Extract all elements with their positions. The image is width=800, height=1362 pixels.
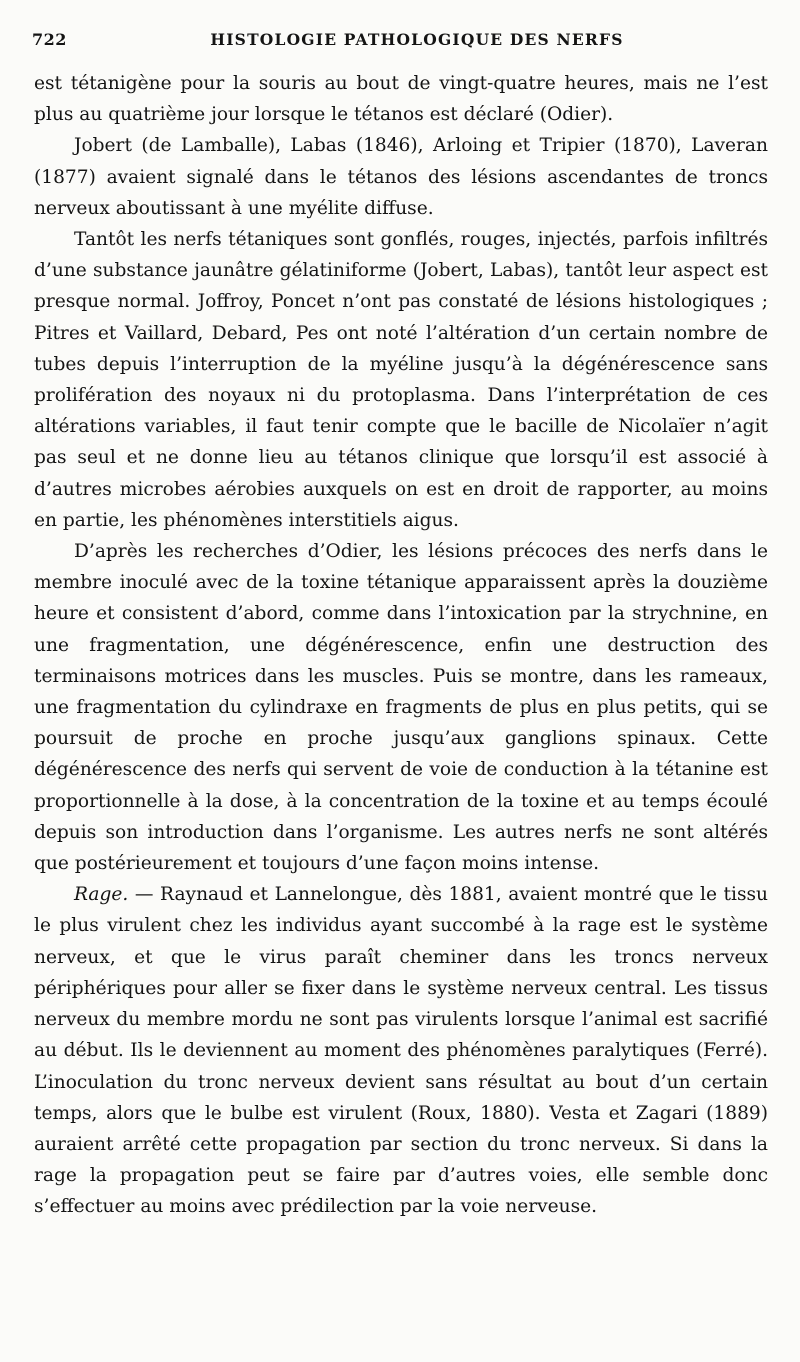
run-in-heading-rage: Rage.	[74, 884, 129, 906]
running-head	[32, 30, 772, 60]
body-text	[34, 68, 768, 1223]
paragraph-rage	[34, 879, 768, 1222]
running-title: HISTOLOGIE PATHOLOGIQUE DES NERFS	[210, 30, 624, 49]
paragraph-continuation: est tétanigène pour la souris au bout de vingt-quatre heures, mais ne l’est plus au quatrième jour lorsque le tétanos est déclaré (Odier).	[34, 73, 768, 126]
page-number: 722	[32, 30, 67, 49]
paragraph-tantot: Tantôt les nerfs tétaniques sont gonflés, rouges, injectés, parfois infiltrés d’une substance jaunâtre gélatiniforme (Jobert, Labas), tantôt leur aspect est presque normal. Joffroy, Poncet n’ont pas constaté de lésions histologiques ; Pitres et Vaillard, Debard, Pes ont noté l’altération d’un certain nombre de tubes depuis l’interruption de la myéline jusqu’à la dégénérescence sans prolifération des noyaux ni du protoplasma. Dans l’interprétation de ces altérations variables, il faut tenir compte que le bacille de Nicolaïer n’agit pas seul et ne donne lieu au tétanos clinique que lorsqu’il est associé à d’autres microbes aérobies auxquels on est en droit de rapporter, au moins en partie, les phénomènes interstitiels aigus.	[34, 229, 768, 531]
paragraph-odier: D’après les recherches d’Odier, les lésions précoces des nerfs dans le membre inoculé avec de la toxine tétanique apparaissent après la douzième heure et consistent d’abord, comme dans l’intoxication par la strychnine, en une fragmentation, une dégénérescence, enfin une destruction des terminaisons motrices dans les muscles. Puis se montre, dans les rameaux, une fragmentation du cylindraxe en fragments de plus en plus petits, qui se poursuit de proche en proche jusqu’aux ganglions spinaux. Cette dégénérescence des nerfs qui servent de voie de conduction à la tétanine est proportionnelle à la dose, à la concentration de la toxine et au temps écoulé depuis son introduction dans l’organisme. Les autres nerfs ne sont altérés que postérieurement et toujours d’une façon moins intense.	[34, 541, 768, 875]
paragraph-jobert: Jobert (de Lamballe), Labas (1846), Arloing et Tripier (1870), Laveran (1877) avaient signalé dans le tétanos des lésions ascendantes de troncs nerveux aboutissant à une myélite diffuse.	[34, 135, 768, 219]
paragraph-rage-text: — Raynaud et Lannelongue, dès 1881, avaient montré que le tissu le plus virulent chez les individus ayant succombé à la rage est le système nerveux, et que le virus paraît cheminer dans les troncs nerveux périphériques pour aller se fixer dans le système nerveux central. Les tissus nerveux du membre mordu ne sont pas virulents lorsque l’animal est sacrifié au début. Ils le deviennent au moment des phénomènes paralytiques (Ferré). L’inoculation du tronc nerveux devient sans résultat au bout d’un certain temps, alors que le bulbe est virulent (Roux, 1880). Vesta et Zagari (1889) auraient arrêté cette propagation par section du tronc nerveux. Si dans la rage la propagation peut se faire par d’autres voies, elle semble donc s’effectuer au moins avec prédilection par la voie nerveuse.	[34, 884, 768, 1218]
